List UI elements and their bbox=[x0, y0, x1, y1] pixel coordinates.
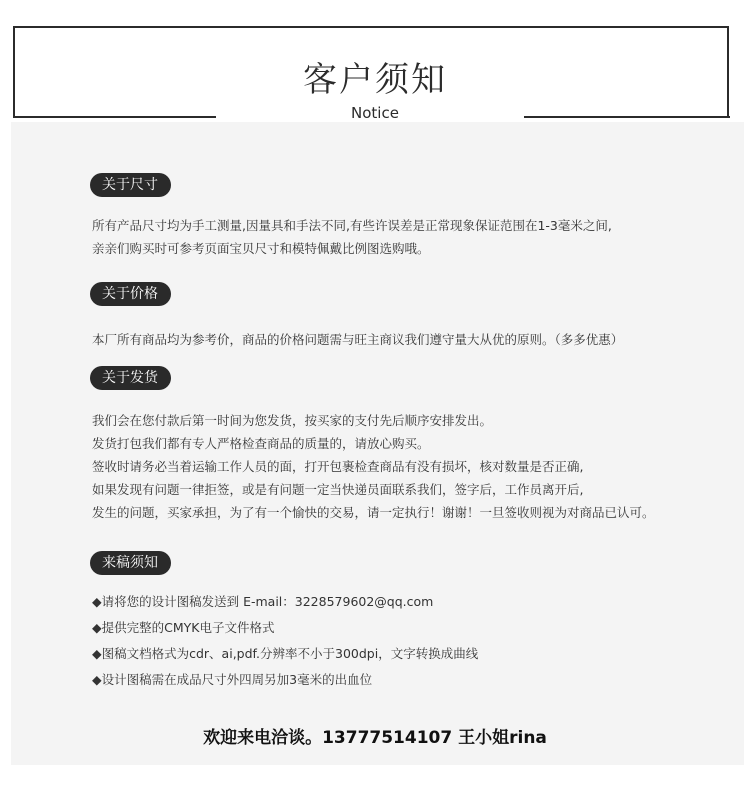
section-label-submission: 来稿须知 bbox=[90, 551, 171, 575]
header-rule-left bbox=[13, 116, 216, 118]
list-item: ◆提供完整的CMYK电子文件格式 bbox=[92, 620, 275, 635]
section-text-price bbox=[92, 328, 732, 351]
page-subtitle: Notice bbox=[351, 104, 399, 122]
section-label-price: 关于价格 bbox=[90, 282, 171, 306]
list-item: ◆请将您的设计图稿发送到 E-mail：3228579602@qq.com bbox=[92, 594, 434, 609]
contact-footer: 欢迎来电洽谈。13777514107 王小姐rina bbox=[203, 728, 547, 748]
text-line: 所有产品尺寸均为手工测量,因量具和手法不同,有些许误差是正常现象保证范围在1-3毫米之间, bbox=[92, 218, 612, 233]
section-label-shipping: 关于发货 bbox=[90, 366, 171, 390]
list-item: ◆图稿文档格式为cdr、ai,pdf.分辨率不小于300dpi，文字转换成曲线 bbox=[92, 646, 479, 661]
text-line: 签收时请务必当着运输工作人员的面，打开包裹检查商品有没有损坏，核对数量是否正确, bbox=[92, 459, 584, 474]
list-item: ◆设计图稿需在成品尺寸外四周另加3毫米的出血位 bbox=[92, 672, 373, 687]
section-text-size bbox=[92, 214, 732, 260]
section-label-size: 关于尺寸 bbox=[90, 173, 171, 197]
text-line: 亲亲们购买时可参考页面宝贝尺寸和模特佩戴比例图选购哦。 bbox=[92, 241, 430, 256]
header-rule-right bbox=[524, 116, 730, 118]
text-line: 我们会在您付款后第一时间为您发货，按买家的支付先后顺序安排发出。 bbox=[92, 413, 493, 428]
section-text-shipping bbox=[92, 409, 732, 524]
text-line: 发货打包我们都有专人严格检查商品的质量的，请放心购买。 bbox=[92, 436, 430, 451]
text-line: 发生的问题，买家承担，为了有一个愉快的交易，请一定执行！谢谢！一旦签收则视为对商品已认可。 bbox=[92, 505, 655, 520]
text-line: 如果发现有问题一律拒签，或是有问题一定当快递员面联系我们，签字后，工作员离开后, bbox=[92, 482, 584, 497]
page-title: 客户须知 bbox=[303, 60, 447, 100]
text-line: 本厂所有商品均为参考价，商品的价格问题需与旺主商议我们遵守量大从优的原则。（多多优惠） bbox=[92, 332, 624, 347]
section-text-submission bbox=[92, 589, 732, 693]
